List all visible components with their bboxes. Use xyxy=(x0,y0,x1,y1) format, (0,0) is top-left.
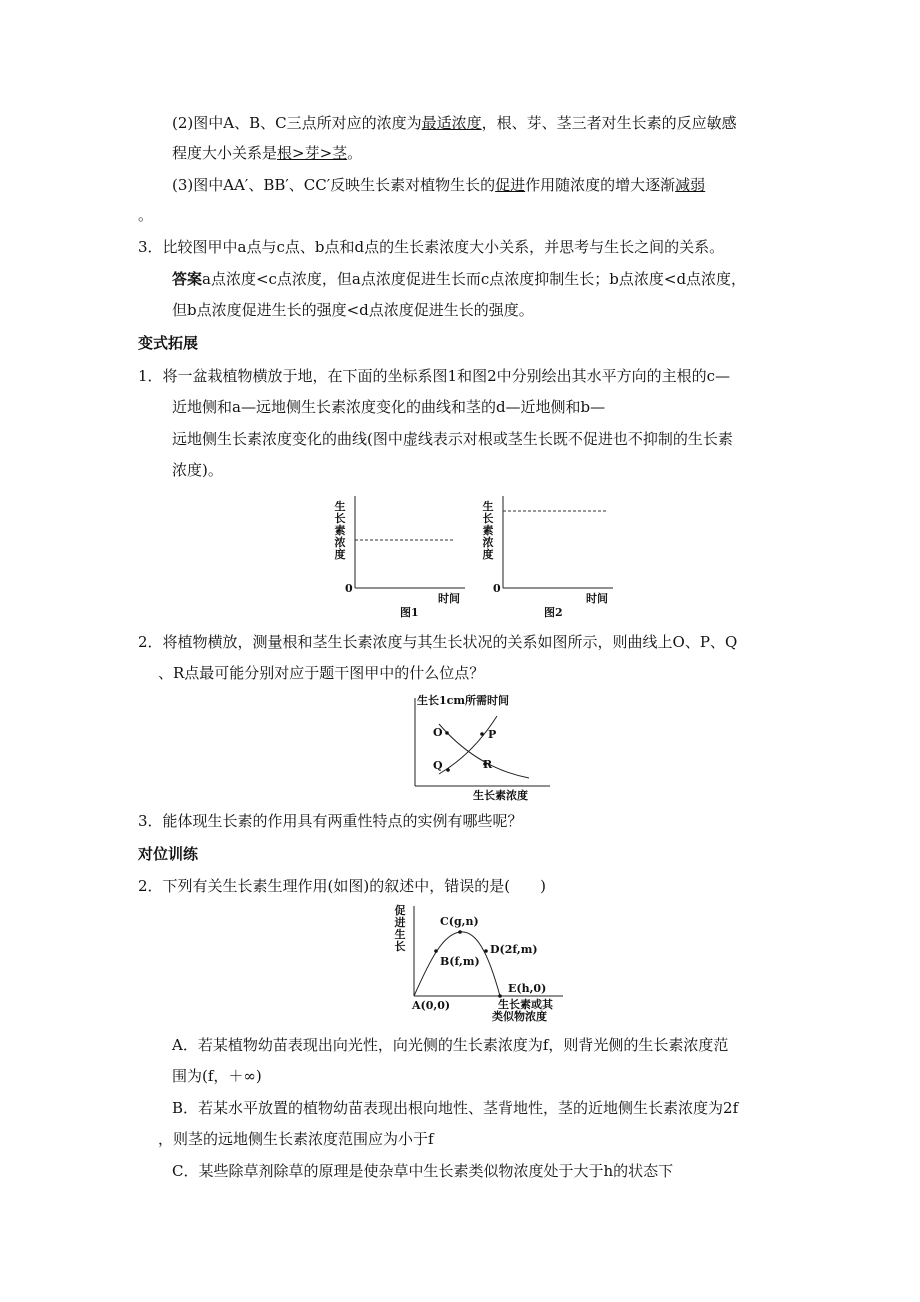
option-a-line2: 围为(f，＋∞) xyxy=(172,1067,262,1085)
fig4-y-char: 生 xyxy=(394,928,406,941)
fig4-x-label-2: 类似物浓度 xyxy=(492,1010,547,1023)
para-3-end: 。 xyxy=(138,206,154,224)
fig1-origin-label: 0 xyxy=(345,582,353,595)
answer-blank-order: 根>芽>茎 xyxy=(277,144,348,162)
section-title-variant: 变式拓展 xyxy=(138,334,199,352)
figure-1 xyxy=(330,492,470,622)
answer-blank-promote: 促进 xyxy=(495,176,526,194)
fig3-label-q: Q xyxy=(433,759,443,772)
task-2-line2: 、R点最可能分别对应于题干图甲中的什么位点？ xyxy=(158,664,485,682)
fig4-label-a: A(0,0) xyxy=(412,999,451,1012)
task-2-line1: 2．将植物横放，测量根和茎生长素浓度与其生长状况的关系如图所示，则曲线上O、P、Q xyxy=(138,633,738,651)
fig1-y-char: 长 xyxy=(334,512,346,525)
fig3-y-label: 生长1cm所需时间 xyxy=(417,694,509,707)
fig4-label-b: B(f,m) xyxy=(440,955,480,968)
option-b-line2: ，则茎的远地侧生长素浓度范围应为小于f xyxy=(158,1130,434,1148)
fig2-y-char: 生 xyxy=(482,500,494,513)
fig4-point-b xyxy=(434,949,438,953)
fig3-point-o xyxy=(445,731,449,735)
fig3-x-label: 生长素浓度 xyxy=(473,789,528,802)
fig4-label-d: D(2f,m) xyxy=(490,943,538,956)
fig3-point-p xyxy=(480,732,484,736)
fig4-y-char: 长 xyxy=(394,940,406,953)
fig1-y-char: 生 xyxy=(334,500,346,513)
fig2-x-label: 时间 xyxy=(586,592,608,605)
question-2-text: 2．下列有关生长素生理作用(如图)的叙述中，错误的是( ) xyxy=(138,877,546,895)
figure-2 xyxy=(478,492,618,622)
task-3-text: 3．能体现生长素的作用具有两重性特点的实例有哪些呢？ xyxy=(138,812,523,830)
para-3-text: (3)图中AA′、BB′、CC′反映生长素对植物生长的 xyxy=(172,176,496,194)
fig4-label-e: E(h,0) xyxy=(508,982,547,995)
option-b-line1: B．若某水平放置的植物幼苗表现出根向地性、茎背地性，茎的近地侧生长素浓度为2f xyxy=(172,1099,739,1117)
section-title-training: 对位训练 xyxy=(138,845,199,863)
fig4-y-label xyxy=(394,903,406,953)
fig2-y-label xyxy=(483,499,494,561)
fig4-label-c: C(g,n) xyxy=(440,915,479,928)
question-3-text: 3．比较图甲中a点与c点、b点和d点的生长素浓度大小关系，并思考与生长之间的关系。 xyxy=(138,238,725,256)
option-a-line1: A．若某植物幼苗表现出向光性，向光侧的生长素浓度为f，则背光侧的生长素浓度范 xyxy=(172,1036,729,1054)
option-c-text: C．某些除草剂除草的原理是使杂草中生长素类似物浓度处于大于h的状态下 xyxy=(172,1162,674,1180)
fig2-caption: 图2 xyxy=(544,606,563,619)
task-1-line3: 远地侧生长素浓度变化的曲线(图中虚线表示对根或茎生长既不促进也不抑制的生长素 xyxy=(172,430,733,448)
fig4-y-char: 促 xyxy=(394,904,406,917)
fig2-y-char: 度 xyxy=(482,548,494,561)
para-3-line1 xyxy=(172,175,705,195)
para-2-text: (2)图中A、B、C三点所对应的浓度为 xyxy=(172,114,422,132)
answer-line-2: 但b点浓度促进生长的强度<d点浓度促进生长的强度。 xyxy=(172,301,534,319)
fig1-caption: 图1 xyxy=(400,606,419,619)
task-1-line4: 浓度)。 xyxy=(172,461,223,479)
answer-line-1 xyxy=(172,269,746,289)
fig2-y-char: 长 xyxy=(482,512,494,525)
task-1-line1: 1．将一盆栽植物横放于地，在下面的坐标系图1和图2中分别绘出其水平方向的主根的c— xyxy=(138,367,731,385)
answer-blank-optimal: 最适浓度 xyxy=(421,114,482,132)
fig4-point-c xyxy=(458,930,462,934)
answer-blank-weaken: 减弱 xyxy=(675,176,706,194)
fig3-point-q xyxy=(446,768,450,772)
fig2-y-char: 浓 xyxy=(482,536,494,549)
para-3-text-mid: 作用随浓度的增大逐渐 xyxy=(525,176,676,194)
answer-label: 答案 xyxy=(172,270,203,288)
fig3-label-p: P xyxy=(488,728,497,741)
fig1-y-char: 素 xyxy=(334,524,346,537)
para-2-text-2: 程度大小关系是 xyxy=(172,144,278,162)
para-2-line1 xyxy=(172,113,737,133)
figure-3 xyxy=(405,690,565,804)
fig3-label-r: R xyxy=(483,758,493,771)
fig1-y-label xyxy=(335,499,346,561)
fig4-x-label-1: 生长素或其 xyxy=(498,998,553,1011)
figure-4 xyxy=(388,900,568,1028)
para-2-line2 xyxy=(172,143,362,163)
fig4-point-d xyxy=(484,949,488,953)
para-2-end: 。 xyxy=(347,144,363,162)
answer-text-1: a点浓度<c点浓度，但a点浓度促进生长而c点浓度抑制生长；b点浓度<d点浓度， xyxy=(202,270,747,288)
task-1-line2: 近地侧和a—远地侧生长素浓度变化的曲线和茎的d—近地侧和b— xyxy=(172,398,606,416)
fig1-x-label: 时间 xyxy=(438,592,460,605)
fig3-label-o: O xyxy=(433,726,443,739)
fig1-y-char: 度 xyxy=(334,548,346,561)
fig2-origin-label: 0 xyxy=(493,582,501,595)
fig2-y-char: 素 xyxy=(482,524,494,537)
fig4-y-char: 进 xyxy=(394,916,406,929)
fig1-y-char: 浓 xyxy=(334,536,346,549)
para-2-text-mid: ，根、芽、茎三者对生长素的反应敏感 xyxy=(481,114,737,132)
